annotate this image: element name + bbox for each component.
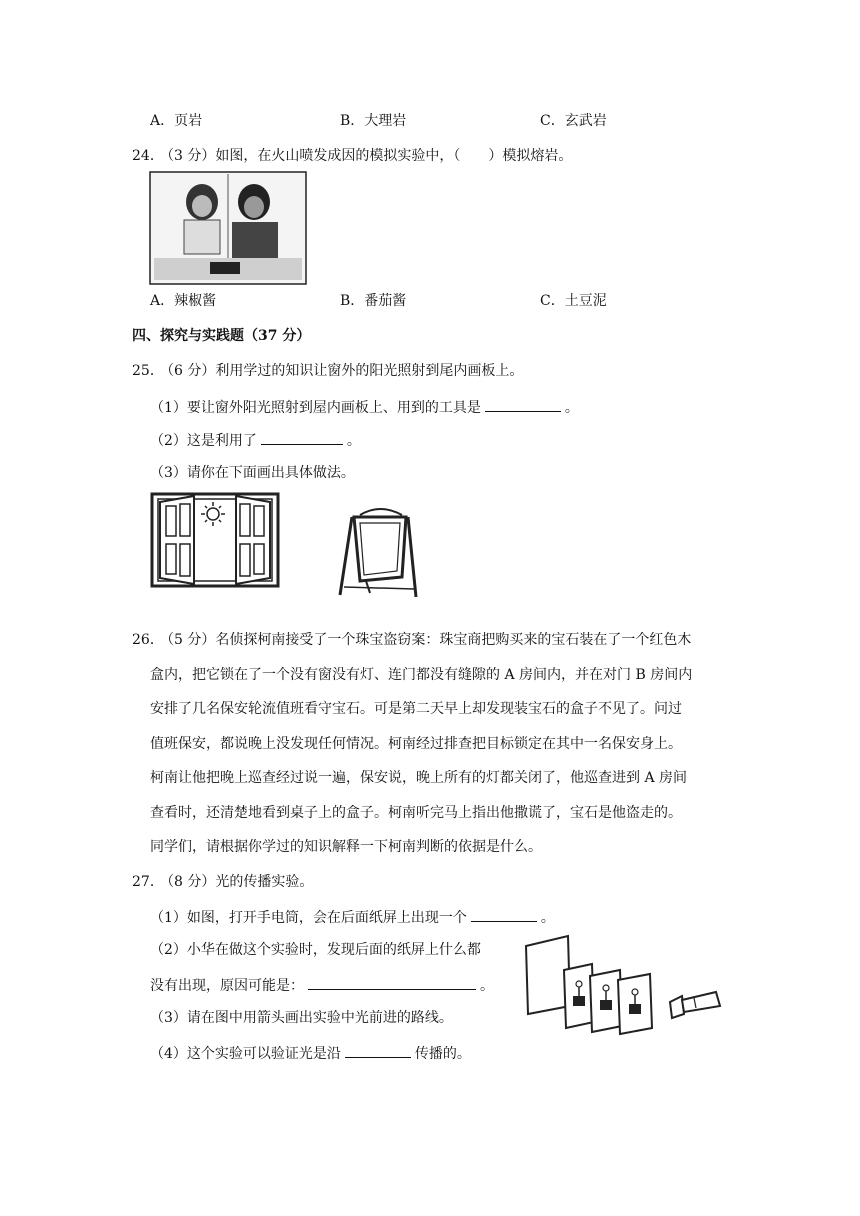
q27-sub1-text: （1）如图，打开手电筒，会在后面纸屏上出现一个 (150, 910, 467, 926)
q24-option-a: A．辣椒酱 (150, 293, 217, 309)
q27-sub2-end: 。 (480, 978, 494, 994)
q27-number: 27． (132, 874, 164, 890)
q25-sub1 (150, 399, 579, 415)
q26-line-4: 值班保安，都说晚上没发现任何情况。柯南经过排查把目标锁定在其中一名保安身上。 (150, 736, 682, 752)
q26-line-6: 查看时，还清楚地看到桌子上的盒子。柯南听完马上指出他撒谎了，宝石是他盗走的。 (150, 805, 682, 821)
window-sun-illustration (150, 492, 282, 590)
q24-number: 24． (132, 148, 164, 164)
volcano-experiment-photo (150, 172, 306, 284)
q25-sub2 (150, 432, 361, 448)
q26-number: 26． (132, 632, 164, 648)
q24-text: （3 分）如图，在火山喷发成因的模拟实验中，（ ）模拟熔岩。 (160, 148, 573, 164)
q25-sub1-end: 。 (564, 400, 579, 416)
q27-text: （8 分）光的传播实验。 (160, 874, 314, 890)
q27-sub1-blank[interactable] (471, 909, 537, 922)
easel-drawing-board-illustration (330, 505, 420, 601)
q27-sub1 (150, 909, 555, 925)
q25-sub2-end: 。 (346, 433, 361, 449)
q27-sub1-end: 。 (540, 910, 555, 926)
q25-sub2-blank[interactable] (261, 432, 343, 445)
q26-line-3: 安排了几名保安轮流值班看守宝石。可是第二天早上却发现装宝石的盒子不见了。问过 (150, 701, 682, 717)
q27-sub2-text: 没有出现，原因可能是： (150, 978, 304, 994)
q25-sub2-text: （2）这是利用了 (150, 433, 257, 449)
q27-sub2-line-2 (150, 977, 494, 993)
q23-option-c: C．玄武岩 (540, 113, 607, 129)
q27-sub4-blank[interactable] (345, 1045, 411, 1058)
q26-line-5: 柯南让他把晚上巡查经过说一遍，保安说，晚上所有的灯都关闭了，他巡查进到 A 房间 (150, 770, 688, 786)
light-experiment-illustration (522, 932, 728, 1036)
q25-number: 25． (132, 363, 164, 379)
q25-text: （6 分）利用学过的知识让窗外的阳光照射到尾内画板上。 (160, 363, 524, 379)
q26-line-1: （5 分）名侦探柯南接受了一个珠宝盗窃案：珠宝商把购买来的宝石装在了一个红色木 (160, 632, 692, 648)
q25-sub1-text: （1）要让窗外阳光照射到屋内画板上、用到的工具是 (150, 400, 481, 416)
q25-sub1-blank[interactable] (485, 399, 561, 412)
q23-option-b: B．大理岩 (340, 113, 407, 129)
q27-sub4-end: 传播的。 (414, 1046, 471, 1062)
q27-sub4 (150, 1045, 471, 1061)
q27-sub4-text: （4）这个实验可以验证光是沿 (150, 1046, 341, 1062)
q27-sub2-blank[interactable] (308, 977, 476, 990)
q26-line-2: 盒内，把它锁在了一个没有窗没有灯、连门都没有缝隙的 A 房间内，并在对门 B 房间内 (150, 667, 693, 683)
q25-sub3: （3）请你在下面画出具体做法。 (150, 465, 355, 481)
q23-option-a: A．页岩 (150, 113, 203, 129)
q26-line-7: 同学们，请根据你学过的知识解释一下柯南判断的依据是什么。 (150, 839, 542, 855)
section-title: 四、探究与实践题（37 分） (132, 328, 311, 344)
q24-option-c: C．土豆泥 (540, 293, 607, 309)
q27-sub2-line-1: （2）小华在做这个实验时，发现后面的纸屏上什么都 (150, 942, 481, 958)
q24-option-b: B．番茄酱 (340, 293, 407, 309)
q27-sub3: （3）请在图中用箭头画出实验中光前进的路线。 (150, 1010, 453, 1026)
